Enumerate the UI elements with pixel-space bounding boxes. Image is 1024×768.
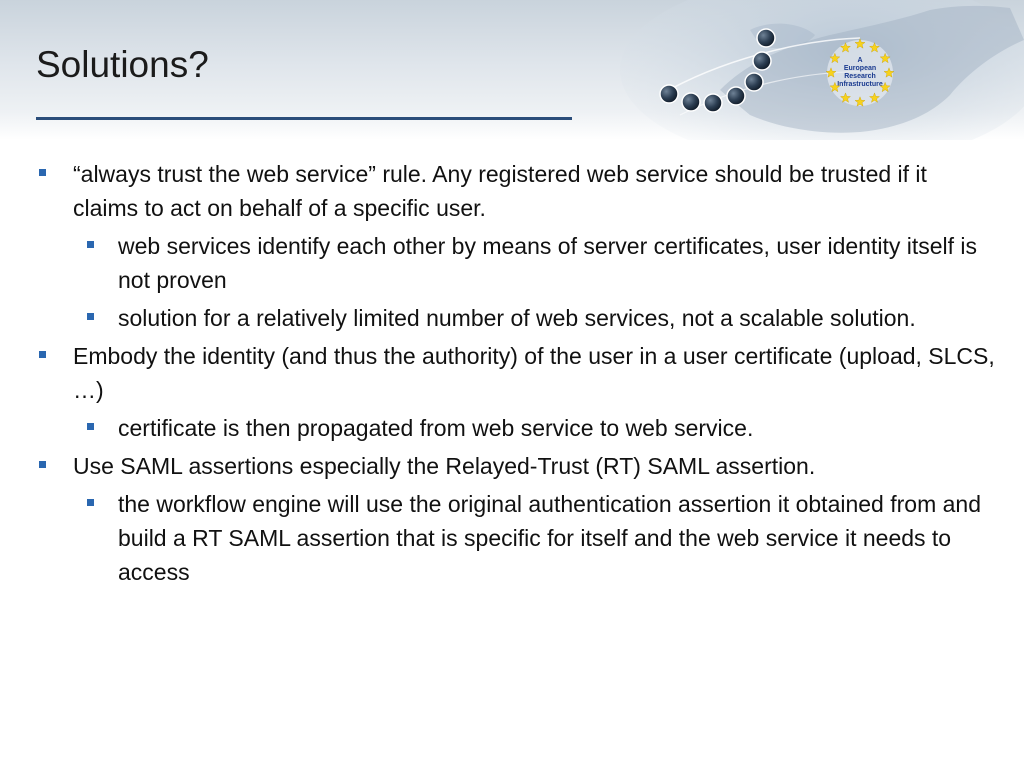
bullet-text: solution for a relatively limited number of web services, not a scalable solution. bbox=[118, 305, 916, 331]
square-bullet-icon bbox=[39, 461, 46, 468]
sub-bullet-item bbox=[36, 229, 996, 297]
node-dot bbox=[745, 73, 763, 91]
node-dot bbox=[727, 87, 745, 105]
bullet-text: web services identify each other by means of server certificates, user identity itself is not proven bbox=[118, 233, 978, 293]
bullet-item bbox=[36, 449, 996, 483]
bullet-text: Use SAML assertions especially the Relayed-Trust (RT) SAML assertion. bbox=[73, 453, 816, 479]
bullet-item bbox=[36, 157, 996, 225]
eu-logo-line: Research bbox=[844, 73, 876, 80]
bullet-text: “always trust the web service” rule. Any registered web service should be trusted if it claims to act on behalf of a specific user. bbox=[73, 161, 927, 221]
node-dot bbox=[757, 29, 775, 47]
node-dot bbox=[660, 85, 678, 103]
node-dot bbox=[753, 52, 771, 70]
bullet-text: the workflow engine will use the original authentication assertion it obtained from and build a RT SAML assertion that is specific for itself and the web service it needs to access bbox=[118, 491, 982, 585]
bullet-text: certificate is then propagated from web service to web service. bbox=[118, 415, 754, 441]
sub-bullet-item bbox=[36, 301, 996, 335]
square-bullet-icon bbox=[39, 169, 46, 176]
node-dot bbox=[704, 94, 722, 112]
square-bullet-icon bbox=[87, 423, 94, 430]
eu-logo-line: European bbox=[843, 65, 877, 72]
eu-logo-line: A bbox=[857, 57, 863, 64]
square-bullet-icon bbox=[87, 499, 94, 506]
sub-bullet-item bbox=[36, 487, 996, 589]
slide-body bbox=[36, 153, 996, 589]
slide-title: Solutions? bbox=[36, 44, 209, 85]
square-bullet-icon bbox=[87, 241, 94, 248]
eu-logo-line: Infrastructure bbox=[837, 81, 883, 88]
square-bullet-icon bbox=[39, 351, 46, 358]
bullet-item bbox=[36, 339, 996, 407]
square-bullet-icon bbox=[87, 313, 94, 320]
title-underline bbox=[36, 117, 572, 120]
bullet-text: Embody the identity (and thus the authority) of the user in a user certificate (upload, SLCS, …) bbox=[73, 343, 995, 403]
europe-map-banner bbox=[600, 0, 1024, 140]
sub-bullet-item bbox=[36, 411, 996, 445]
node-dot bbox=[682, 93, 700, 111]
